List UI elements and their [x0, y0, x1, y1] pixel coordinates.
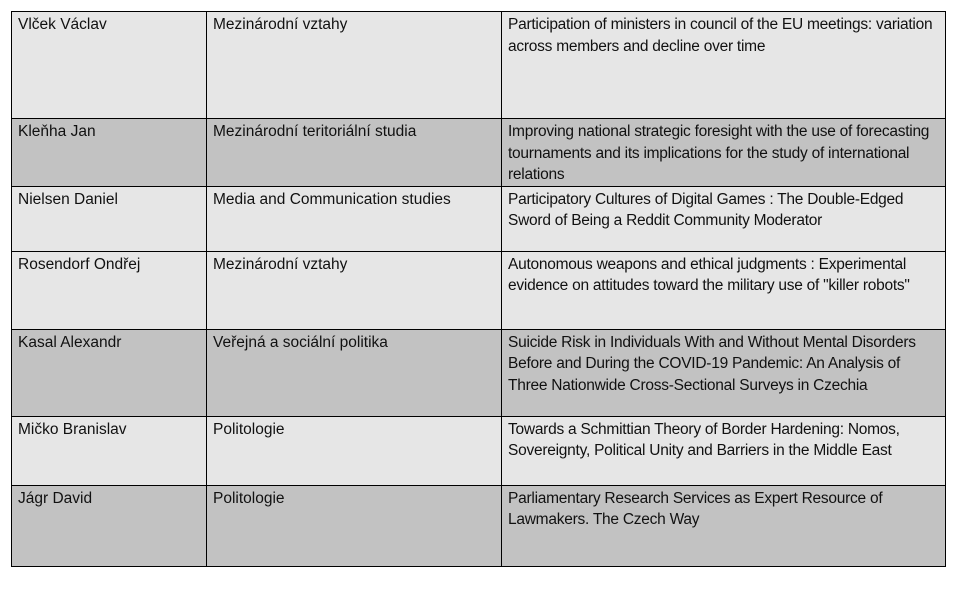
table-row	[12, 416, 946, 485]
publications-table	[11, 11, 946, 567]
publication-title-cell: Suicide Risk in Individuals With and Without Mental Disorders Before and During the COVID-19 Pandemic: An Analysis of Three Nationwide Cross-Sectional Surveys in Czechia	[502, 329, 946, 416]
publication-title-cell: Participation of ministers in council of the EU meetings: variation across members and decline over time	[502, 12, 946, 119]
publication-title-cell: Towards a Schmittian Theory of Border Hardening: Nomos, Sovereignty, Political Unity and Barriers in the Middle East	[502, 416, 946, 485]
table-row	[12, 186, 946, 251]
field-of-study-cell: Veřejná a sociální politika	[207, 329, 502, 416]
author-name-cell: Kasal Alexandr	[12, 329, 207, 416]
table-row	[12, 251, 946, 329]
field-of-study-cell: Mezinárodní vztahy	[207, 12, 502, 119]
field-of-study-cell: Mezinárodní vztahy	[207, 251, 502, 329]
author-name-cell: Nielsen Daniel	[12, 186, 207, 251]
field-of-study-cell: Politologie	[207, 416, 502, 485]
table-row	[12, 12, 946, 119]
field-of-study-cell: Media and Communication studies	[207, 186, 502, 251]
author-name-cell: Rosendorf Ondřej	[12, 251, 207, 329]
publication-title-cell: Participatory Cultures of Digital Games : The Double-Edged Sword of Being a Reddit Community Moderator	[502, 186, 946, 251]
author-name-cell: Kleňha Jan	[12, 119, 207, 187]
field-of-study-cell: Politologie	[207, 485, 502, 566]
table-row	[12, 485, 946, 566]
field-of-study-cell: Mezinárodní teritoriální studia	[207, 119, 502, 187]
author-name-cell: Jágr David	[12, 485, 207, 566]
author-name-cell: Mičko Branislav	[12, 416, 207, 485]
publications-table-container	[11, 11, 945, 567]
author-name-cell: Vlček Václav	[12, 12, 207, 119]
publication-title-cell: Improving national strategic foresight with the use of forecasting tournaments and its implications for the study of international relations	[502, 119, 946, 187]
table-row	[12, 119, 946, 187]
table-row	[12, 329, 946, 416]
publication-title-cell: Parliamentary Research Services as Expert Resource of Lawmakers. The Czech Way	[502, 485, 946, 566]
publication-title-cell: Autonomous weapons and ethical judgments : Experimental evidence on attitudes toward the military use of "killer robots"	[502, 251, 946, 329]
